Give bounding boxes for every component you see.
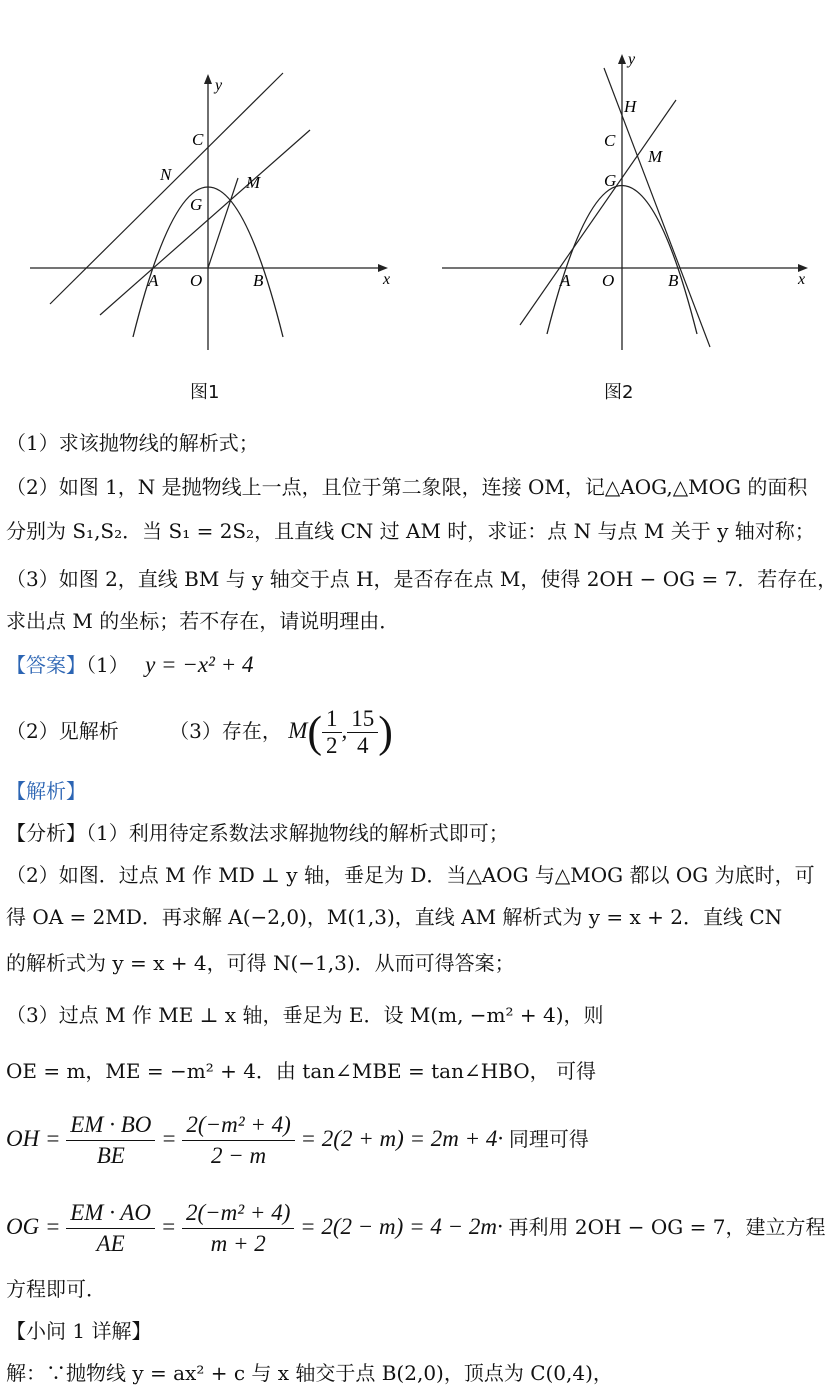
analysis-p2-line-3: 的解析式为 y = x + 4，可得 N(−1,3)．从而可得答案； — [6, 951, 515, 975]
answer-part3-label: （3）存在， — [169, 719, 282, 743]
og-f2-num: 2(−m² + 4) — [182, 1198, 294, 1229]
fig2-label-m: M — [648, 147, 663, 166]
answer-part1-formula: y = −x² + 4 — [145, 652, 254, 677]
fig2-label-b: B — [668, 271, 679, 290]
fig1-segment-om — [208, 178, 238, 268]
answer-frac2-num: 15 — [347, 706, 378, 733]
analysis-p3-line-1: （3）过点 M 作 ME ⊥ x 轴，垂足为 E．设 M(m, −m² + 4)，则 — [6, 1003, 604, 1027]
og-f1-num: EM · AO — [66, 1198, 155, 1229]
fig2-y-arrow-icon — [618, 54, 626, 64]
answer-fraction-2 — [347, 706, 378, 759]
oh-f2-num: 2(−m² + 4) — [182, 1110, 294, 1141]
oh-fraction-2 — [182, 1110, 294, 1171]
analysis-tag: 【解析】 — [6, 779, 86, 803]
fig2-label-h: H — [624, 97, 637, 116]
fig2-label-c: C — [604, 131, 616, 150]
answer-tag: 【答案】 — [6, 653, 86, 677]
question-3-line-1: （3）如图 2，直线 BM 与 y 轴交于点 H，是否存在点 M，使得 2OH − OG = 7．若存在， — [6, 567, 838, 591]
fig2-caption: 图2 — [604, 382, 634, 403]
figure-1 — [0, 60, 420, 360]
oh-f1-num: EM · BO — [66, 1110, 155, 1141]
analysis-fenxi: 【分析】（1）利用待定系数法求解抛物线的解析式即可； — [6, 821, 509, 845]
answer-paren-close: ) — [378, 707, 393, 757]
fig1-label-o: O — [190, 271, 203, 290]
fig1-label-y: y — [215, 77, 223, 94]
fig1-label-g: G — [190, 195, 203, 214]
detail-line: 解：∵抛物线 y = ax² + c 与 x 轴交于点 B(2,0)，顶点为 C(0,4)， — [6, 1361, 613, 1385]
oh-lhs: OH = — [6, 1125, 61, 1151]
answer-line-2: （2）见解析 （3）存在， M( $\frac{1}{2}$ , $\frac{15}{4}$ ) — [6, 706, 393, 758]
analysis-p2-line-1: （2）如图．过点 M 作 MD ⊥ y 轴，垂足为 D．当△AOG 与△MOG 都以 OG 为底时，可 — [6, 863, 815, 887]
oh-rhs: = 2(2 + m) = 2m + 4· — [300, 1125, 504, 1151]
og-rhs: = 2(2 − m) = 4 − 2m· — [300, 1213, 503, 1239]
answer-line-1 — [6, 652, 253, 678]
og-f2-den: m + 2 — [210, 1231, 266, 1256]
question-3-line-2: 求出点 M 的坐标；若不存在，请说明理由． — [6, 609, 400, 633]
figure-2 — [420, 40, 840, 360]
oh-f1-den: BE — [96, 1143, 125, 1168]
oh-tail: 同理可得 — [508, 1126, 589, 1151]
og-tail: 再利用 2OH − OG = 7，建立方程 — [508, 1214, 826, 1239]
fig1-label-x: x — [383, 271, 391, 288]
fig2-line-am — [520, 100, 676, 325]
answer-point-m: M — [288, 718, 308, 743]
oh-f2-den: 2 − m — [211, 1143, 267, 1168]
fig1-label-m: M — [246, 173, 261, 192]
question-1: （1）求该抛物线的解析式； — [6, 431, 259, 455]
fig1-caption: 图1 — [190, 382, 220, 403]
fig2-label-x: x — [798, 271, 806, 288]
answer-frac1-num: 1 — [322, 706, 342, 733]
analysis-p3-line-2: OE = m，ME = −m² + 4．由 tan∠MBE = tan∠HBO， 可得 — [6, 1059, 596, 1083]
og-fraction-1 — [66, 1198, 155, 1259]
analysis-end-line: 方程即可． — [6, 1277, 106, 1301]
fig2-label-g: G — [604, 171, 617, 190]
fig2-label-a: A — [560, 271, 571, 290]
fig2-label-o: O — [602, 271, 615, 290]
detail-tag: 【小问 1 详解】 — [6, 1319, 152, 1343]
og-equation: OG = $\frac{EM \cdot AO}{AE}$ = $\frac{\text{2(−m² + 4)}}{m + 2}$ = 2(2 − m) = 4 − 2m· 再利用 2OH − OG = 7，建立方程 — [6, 1198, 825, 1259]
og-lhs: OG = — [6, 1213, 61, 1239]
fig1-label-n: N — [160, 165, 172, 184]
answer-fraction-1 — [322, 706, 342, 759]
answer-frac2-den: 4 — [357, 733, 369, 758]
answer-paren-open: ( — [307, 707, 323, 757]
analysis-p2-line-2: 得 OA = 2MD．再求解 A(−2,0)，M(1,3)，直线 AM 解析式为 y = x + 2．直线 CN — [6, 905, 783, 929]
fig1-label-c: C — [192, 130, 204, 149]
question-2-line-1: （2）如图 1，N 是抛物线上一点，且位于第二象限，连接 OM，记△AOG,△MOG 的面积 — [6, 475, 808, 499]
oh-fraction-1 — [66, 1110, 155, 1171]
answer-frac1-den: 2 — [326, 733, 338, 758]
fig2-label-y: y — [628, 51, 636, 68]
fig1-y-arrow-icon — [204, 74, 212, 84]
oh-equation: OH = $\frac{EM \cdot BO}{BE}$ = $\frac{\text{2(−m² + 4)}}{2 - m}$ = 2(2 + m) = 2m + 4· 同理可得 — [6, 1110, 589, 1171]
fig1-label-a: A — [148, 271, 159, 290]
og-f1-den: AE — [96, 1231, 125, 1256]
answer-part1-label: （1） — [86, 653, 129, 677]
question-2-line-2: 分别为 S₁,S₂．当 S₁ = 2S₂，且直线 CN 过 AM 时，求证：点 N 与点 M 关于 y 轴对称； — [6, 519, 815, 543]
answer-part2: （2）见解析 — [6, 719, 119, 743]
fig1-label-b: B — [253, 271, 264, 290]
fig2-line-bm — [604, 68, 710, 347]
og-fraction-2 — [182, 1198, 294, 1259]
